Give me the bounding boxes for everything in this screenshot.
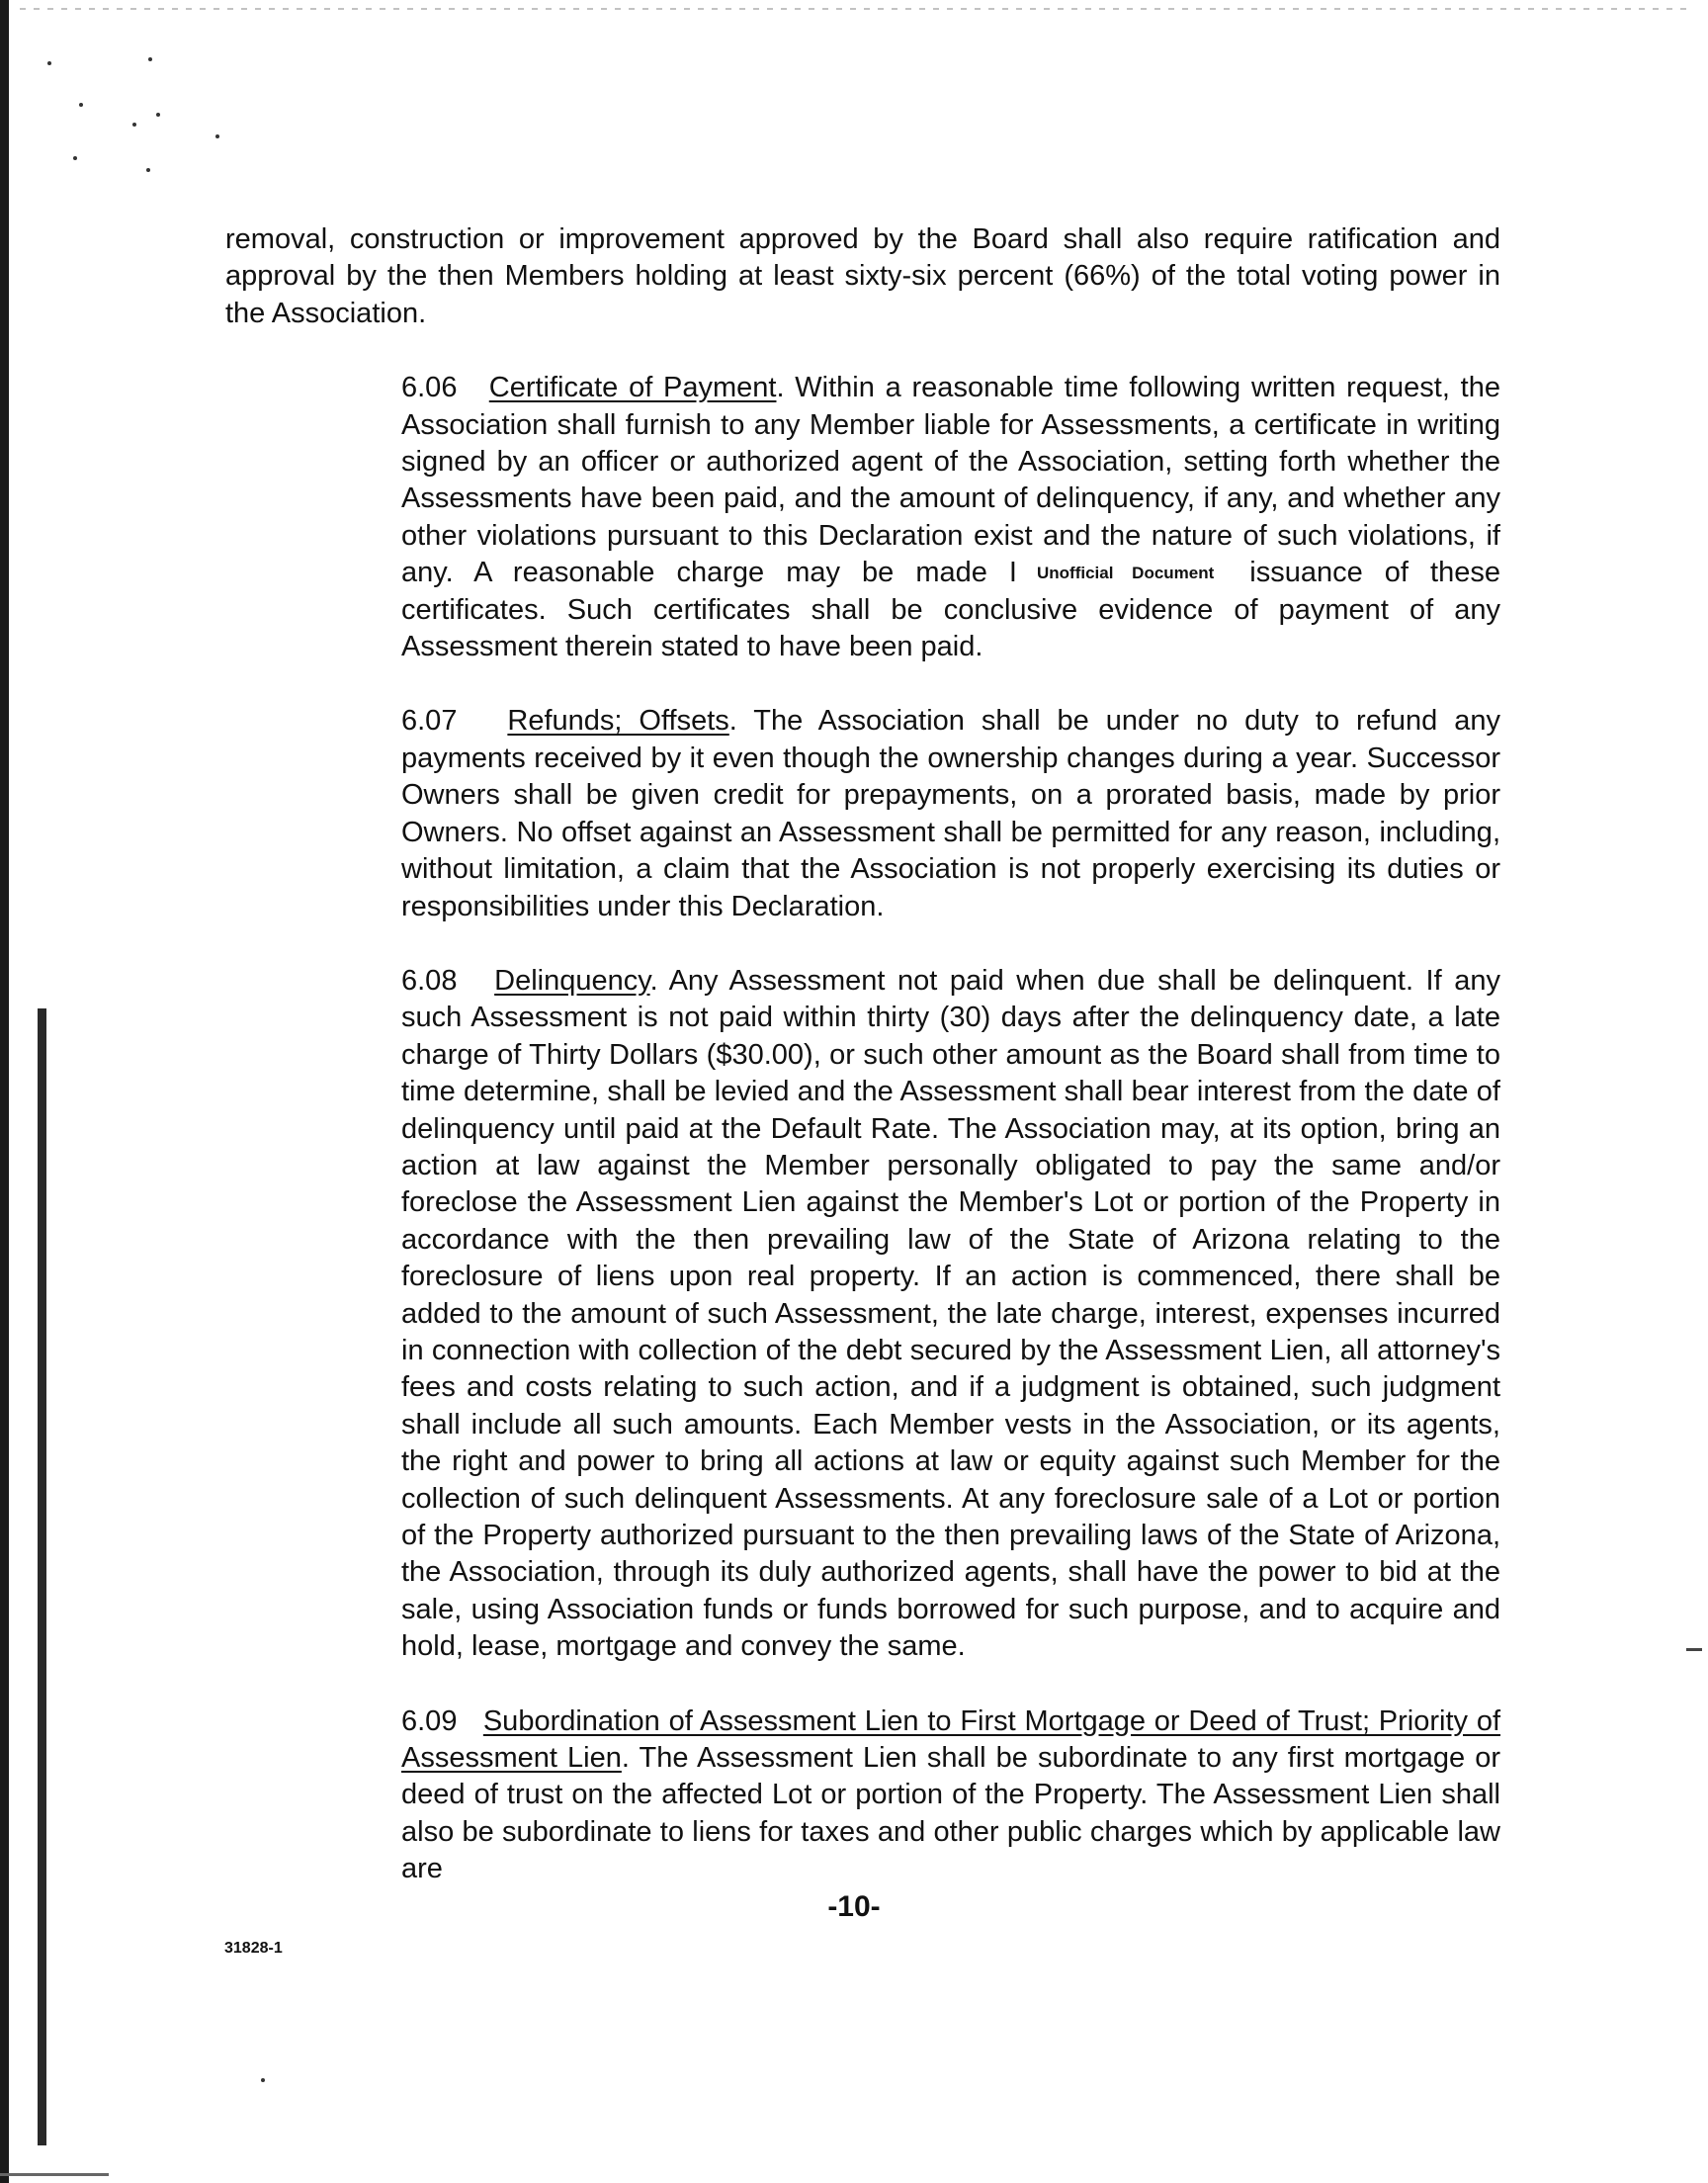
paragraph-continuation: removal, construction or improvement approved by the Board shall also require ratification and approval by the then Members holding at least sixty-six percent (66%) of the total voting power in the Association. — [225, 223, 1500, 329]
section-text: . The Association shall be under no duty to refund any payments received by it even though the ownership changes during a year. Successor Owners shall be given credit for prepayments, on a prorated basis, made by prior Owners. No offset against an Assessment shall be permitted for any reason, including, without limitation, a claim that the Association is not properly exercising its duties or responsibilities under this Declaration. — [401, 705, 1501, 922]
section-text: . The Assessment Lien shall be subordinate to any first mortgage or deed of trust on the affected Lot or portion of the Property. The Assessment Lien shall also be subordinate to liens for taxes and other public charges which by applicable law are — [401, 1742, 1501, 1885]
section-number: 6.09 — [401, 1704, 458, 1737]
scan-bottom-rule — [0, 2173, 109, 2176]
section-heading: Certificate of Payment — [488, 372, 777, 404]
scan-speck — [73, 156, 77, 160]
scan-top-rule — [20, 8, 1688, 10]
section-6-08 — [225, 963, 1500, 1666]
unofficial-document-stamp: Unofficial Document — [1037, 564, 1215, 583]
section-text: . Any Assessment not paid when due shall be delinquent. If any such Assessment is not paid within thirty (30) days after the delinquency date, a late charge of Thirty Dollars ($30.00), or such other amount as the Board shall from time to time determine, shall be levied and the Assessment shall bear interest from the date of delinquency until paid at the Default Rate. The Association may, at its option, bring an action at law against the Member personally obligated to pay the same and/or foreclose the Assessment Lien against the Member's Lot or portion of the Property in accordance with the then prevailing law of the State of Arizona relating to the foreclosure of liens upon real property. If an action is commenced, there shall be added to the amount of such Assessment, the late charge, interest, expenses incurred in connection with collection of the debt secured by the Assessment Lien, all attorney's fees and costs relating to such action, and if a judgment is obtained, such judgment shall include all such amounts. Each Member vests in the Association, or its agents, the right and power to bring all actions at law or equity against such Member for the collection of such delinquent Assessments. At any foreclosure sale of a Lot or portion of the Property authorized pursuant to the then prevailing laws of the State of Arizona, the Association, through its duly authorized agents, shall have the power to bid at the sale, using Association funds or funds borrowed for such purpose, and to acquire and hold, lease, mortgage and convey the same. — [401, 964, 1500, 1663]
section-6-06 — [225, 370, 1500, 665]
section-heading: Subordination of Assessment Lien to First Mortgage or Deed of Trust; Priority of Assessment Lien — [401, 1704, 1501, 1775]
document-body — [225, 221, 1500, 1926]
scan-speck — [132, 123, 136, 127]
document-code: 31828-1 — [224, 1940, 283, 1957]
section-6-09 — [225, 1703, 1500, 1888]
scan-speck — [47, 61, 51, 65]
section-text: . Within a reasonable time following written request, the Association shall furnish to any Member liable for Assessments, a certificate in writing signed by an officer or authorized agent of the Association, setting forth whether the Assessments have been paid, and the amount of delinquency, if any, and whether any other violations pursuant to this Declaration exist and the nature of such violations, if any. A reasonable charge may be made I — [401, 372, 1500, 589]
scan-speck — [156, 113, 160, 117]
scan-speck — [79, 103, 83, 107]
scan-speck — [146, 168, 150, 172]
section-number: 6.06 — [401, 372, 458, 404]
scan-speck — [261, 2078, 265, 2082]
section-heading: Refunds; Offsets — [507, 705, 729, 738]
scan-mark — [1686, 1648, 1702, 1651]
scan-margin-bar — [38, 1008, 46, 2145]
section-text-continued: issuance of these certificates. Such certificates shall be conclusive evidence of payment of any Assessment therein stated to have been paid. — [401, 557, 1500, 663]
scan-edge-bar — [0, 0, 9, 2183]
section-number: 6.08 — [401, 964, 458, 997]
section-6-07 — [225, 703, 1500, 924]
scan-speck — [215, 134, 219, 138]
section-number: 6.07 — [401, 705, 458, 738]
section-heading: Delinquency — [494, 964, 650, 997]
scan-speck — [148, 57, 152, 61]
page-number: -10- — [827, 1890, 881, 1923]
